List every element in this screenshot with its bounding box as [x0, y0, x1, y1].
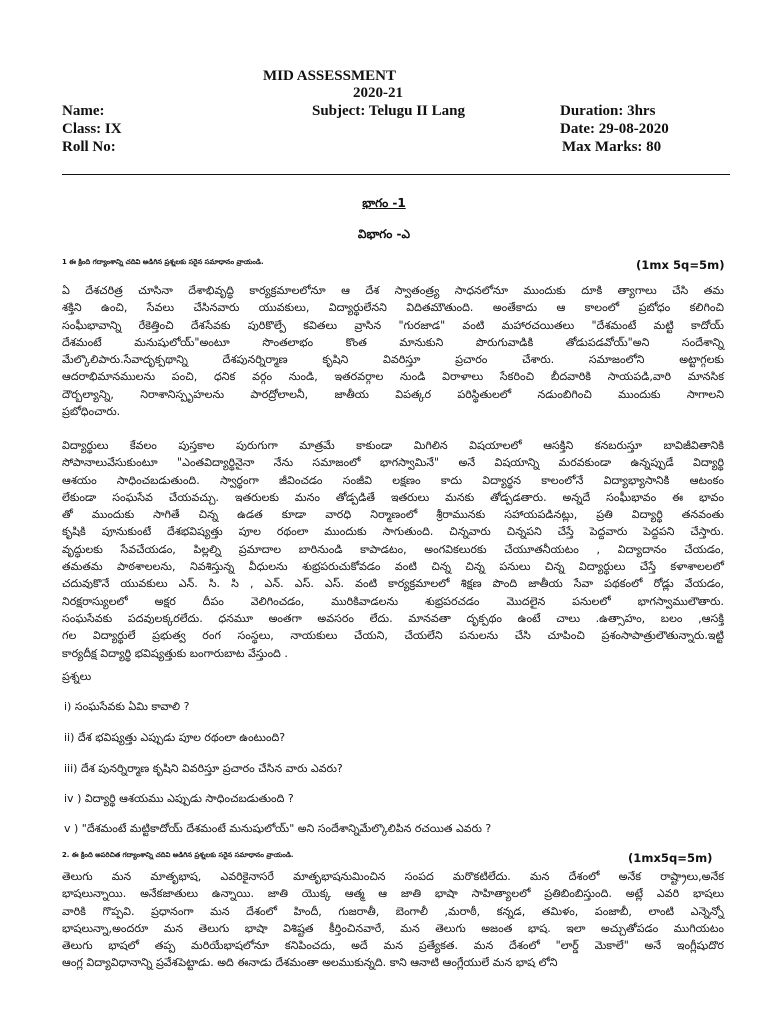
- passage-1-paragraph-2-line: కృషికి పూనుకుంటే దేశభవిష్యత్తు పూల రథంలా ముందుకు సాగుతుంది. చిన్నవారు చిన్నపని చేస్తే పెద్దవారు పెద్దపని చేస్తారు.: [62, 525, 724, 539]
- question-2-passage: [62, 868, 724, 972]
- passage-1-paragraph-2-line: విద్యార్థులు కేవలం పుస్తకాల పురుగుగా మాత్రమే కాకుండా మిగిలిన విషయాలలో ఆసక్తిని కనబరుస్తూ బావిజీవితానికి: [62, 439, 724, 452]
- question-1-sub-v: v ) "దేశమంటే మట్టికాదోయ్ దేశమంటే మనుషులోయ్" అని సందేశాన్నిమేల్కొలిపిన రచయిత ఎవరు ?: [64, 822, 492, 835]
- max-marks-label: Max Marks: 80: [562, 139, 662, 155]
- passage-1-paragraph-2-line: తో ముందుకు సాగితే చిన్న ఉడత కూడా వారధి నిర్మాణంలో శ్రీరామునకు సహాయపడినట్లు, ప్రతి విద్యార్థి తనవంతు: [62, 508, 724, 522]
- question-1-sub-ii: ii) దేశ భవిష్యత్తు ఎప్పుడు పూల రథంలా ఉంటుంది?: [64, 731, 286, 744]
- question-1-passage-paragraph-1: [62, 282, 724, 420]
- question-1-sub-iv: iv ) విద్యార్థి ఆశయము ఎప్పుడు సాధించబడుతుంది ?: [64, 792, 294, 805]
- passage-1-paragraph-1-line: ఏ దేశచరిత్ర చూసినా దేశాభివృద్ధి కార్యక్రమాలలోనూ ఆ దేశ స్వాతంత్ర్య సాధనలోనూ ముందుకు దూకి త్యాగాలు చేసి తమ: [62, 284, 724, 297]
- passage-2-line: భాషలున్నా,అందరూ మన తెలుగు భాషా విశిష్టత కీర్తించినవారే, మన తెలుగు అజంత భాష. ఇలా అచ్చుతోపడం ముగియటం: [62, 921, 724, 935]
- passage-1-paragraph-1-line: శక్తిని ఉంచి, సేవలు చేసినవారు యువకులు, విద్యార్థులేనని విదితమౌతుంది. అంతేకాదు ఆ కాలంలో ప్రబోధం కలిగించి: [62, 301, 724, 315]
- exam-title: MID ASSESSMENT: [263, 68, 396, 84]
- question-1-sub-i: i) సంఘసేవకు ఏమి కావాలి ?: [64, 700, 190, 713]
- question-2-heading: 2. ఈ క్రింది అపరిచిత గద్యాంశాన్ని చదివి అడిగిన ప్రశ్నలకు సరైన సమాధానం వ్రాయండి.: [62, 851, 294, 859]
- passage-1-paragraph-1-line: దౌర్బల్యాన్ని, నిరాశానిస్పృహలను పారద్రోలాలనీ, జాతీయ విపత్కర పరిస్థితులలో నడుంబిగించి ముందుకు సాగాలని: [62, 387, 724, 401]
- subject-label: Subject: Telugu II Lang: [312, 103, 465, 119]
- passage-2-line: ఆంగ్ల విద్యావిధానాన్ని ప్రవేశపెట్టాడు. అది ఈనాడు దేశమంతా అలముకున్నది. కాని ఆనాటి ఆంగ్లేయులే మన భాష లోని: [62, 956, 558, 970]
- passage-1-paragraph-2-line: సంఘసేవకు పదవులక్కరలేదు. ధనమూ అంతగా అవసరం లేదు. మానవతా దృక్పథం ఉంటే చాలు .ఉత్సాహం, బలం ,ఆసక్తి: [62, 611, 724, 625]
- passage-1-paragraph-2-line: గల విద్యార్థులే ప్రభుత్వ రంగ సంస్థలు, నాయకులు చేయని, చేయలేని పనులను చేసి చూపించి ప్రశంసాపాత్రులౌతున్నారు.ఇట్టి: [62, 629, 724, 643]
- passage-2-line: తెలుగు భాషలో తప్ప మరియేభాషలోనూ కనిపించదు, అదే మన ప్రత్యేకత. మన దేశంలో "లార్డ్ మెకాలే" అనే ఇంగ్లీషుదొర: [62, 939, 724, 953]
- division-heading: విభాగం -ఎ: [357, 227, 411, 241]
- passage-1-paragraph-2-line: లేకుండా సంఘసేవ చేయవచ్చు. ఇతరులకు మనం తోడ్పడితే ఇతరులు మనకు తోడ్పడతారు. అన్నదే సంఘీభావం ఈ భావం: [62, 490, 724, 504]
- passage-1-paragraph-2-line: వృద్ధులకు సేవచేయడం, పిల్లల్ని ప్రమాదాల బారినుండి కాపాడటం, అంగవికలురకు చేయూతనీయటం , విద్యాదానం చేయడం,: [62, 542, 724, 556]
- passage-1-paragraph-2-line: సోపానాలువేసుకుంటూ "ఎంతవిద్యార్థినైనా నేను సమాజంలో భాగస్వామినే" అనే విషయాన్ని మరవకుండా ఉన్నప్పుడే విద్యార్థి: [62, 456, 724, 470]
- date-label: Date: 29-08-2020: [560, 121, 669, 137]
- passage-1-paragraph-1-line: సంఘీభావాన్ని రేకెత్తించి దేశసేవకు పురికొల్పే కవితలు వ్రాసిన "గురజాడ" వంటి మహారచయితలు "దేశమంటే మట్టి కాదోయ్: [62, 318, 724, 332]
- passage-1-paragraph-2-line: చదువుకొనే యువకులు ఎన్. సి. సి , ఎన్. ఎస్. ఎస్. వంటి కార్యక్రమాలలో శిక్షణ పొంది జాతీయ సేవా పథకంలో రోడ్లు వేయడం,: [62, 577, 724, 591]
- passage-1-paragraph-1-line: ప్రబోధించారు.: [62, 405, 121, 419]
- class-label: Class: IX: [62, 121, 122, 137]
- passage-1-paragraph-2-line: నిరక్షరాస్యులలో అక్షర దీపం వెలిగించడం, మురికివాడలను శుభ్రపరచడం మొదలైన పనులలో భాగస్వాములౌతారు.: [62, 594, 724, 608]
- header-divider: [62, 174, 730, 175]
- question-1-heading: 1 ఈ క్రింది గద్యాంశాన్ని చదివి అడిగిన ప్రశ్నలకు సరైన సమాధానం వ్రాయండి.: [62, 258, 264, 266]
- question-1-marks: (1mx 5q=5m): [636, 258, 725, 272]
- question-2-marks: (1mx5q=5m): [628, 851, 713, 865]
- name-label: Name:: [62, 103, 105, 119]
- roll-no-label: Roll No:: [62, 139, 116, 155]
- passage-1-paragraph-1-line: దేశమంటే మనుషులోయ్"అంటూ సొంతలాభం కొంత మానుకుని పొరుగువాడికి తోడుపడవోయ్"అని సందేశాన్ని: [62, 335, 724, 349]
- question-1-passage-paragraph-2: [62, 437, 724, 662]
- passage-1-paragraph-1-line: మేల్కొలిపారు.సేవాదృక్పథాన్ని దేశపునర్నిర్మాణ కృషిని వివరిస్తూ ప్రచారం చేశారు. సమాజంలోని అట్టాగ్గలకు: [62, 353, 724, 367]
- passage-2-line: తెలుగు మన మాతృభాష, ఎవరికైనాసరే మాతృభాషనుమించిన సంపద మరొకటిలేదు. మన దేశంలో అనేక రాష్ట్రాలు,అనేక: [62, 870, 724, 883]
- passage-1-paragraph-2-line: ఆశయం సాధించబడుతుంది. స్వార్థంగా జీవించడం సంజీవి లక్షణం కాదు విద్యార్థన కాలంలోనే విద్యాభ్యాసానికి ఆటంకం: [62, 473, 724, 487]
- questions-label: ప్రశ్నలు: [62, 670, 92, 683]
- passage-1-paragraph-2-line: తమతమ పాఠశాలలను, నివశిస్తున్న వీధులను శుభ్రపరుచుకోవడం వంటి చిన్న చిన్న పనులు చిన్న విద్యార్థులు చేస్తే కళాశాలలలో: [62, 560, 724, 574]
- passage-1-paragraph-1-line: ఆదరాభిమానములను పంచి, ధనిక వర్గం నుండి, ఇతరవర్గాల నుండి విరాళాలు సేకరించి బీదవారికి సాయపడి,వారి మానసిక: [62, 370, 724, 384]
- duration-label: Duration: 3hrs: [560, 103, 656, 119]
- passage-2-line: వారికి గొప్పవి. ప్రధానంగా మన దేశంలో హిందీ, గుజరాతీ, బెంగాలీ ,మరాఠీ, కన్నడ, తమిళం, పంజాబీ, లాంటి ఎన్నెన్నో: [62, 904, 724, 918]
- question-1-sub-iii: iii) దేశ పునర్నిర్మాణ కృషిని వివరిస్తూ ప్రచారం చేసిన వారు ఎవరు?: [64, 762, 343, 775]
- part-heading: భాగం -1: [362, 196, 406, 210]
- academic-year: 2020-21: [353, 85, 403, 101]
- passage-1-paragraph-2-line: కార్యదీక్ష విద్యార్థి భవిష్యత్తుకు బంగారుబాట వేస్తుంది .: [62, 646, 288, 660]
- passage-2-line: భాషలున్నాయి. అనేకజాతులు ఉన్నాయి. జాతి యొక్క ఆత్మ ఆ జాతి భాషా సాహిత్యాలలో ప్రతిబింబిస్తుంది. అట్లే ఎవరి భాషలు: [62, 887, 724, 901]
